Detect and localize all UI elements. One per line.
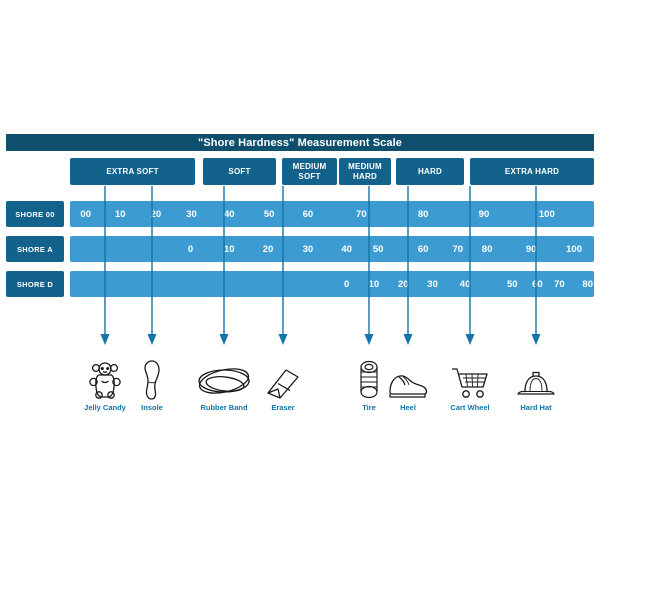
category-label: EXTRA HARD — [504, 166, 560, 176]
item-label: Jelly Candy — [84, 403, 126, 412]
tick-value: 100 — [538, 208, 555, 220]
category-label-line1: MEDIUM — [292, 162, 327, 172]
item-eraser — [247, 358, 319, 412]
tick-value: 20 — [262, 243, 274, 255]
category-label-line2: HARD — [353, 171, 377, 181]
category-hard — [396, 158, 464, 185]
tick-value: 80 — [481, 243, 493, 255]
category-label: HARD — [418, 166, 442, 176]
chart-title: "Shore Hardness" Measurement Scale — [6, 134, 594, 151]
item-label: Tire — [362, 403, 376, 412]
category-extra-soft — [70, 158, 195, 185]
tick-value: 0 — [187, 243, 194, 255]
row-label-shore-d: SHORE D — [6, 271, 64, 297]
tick-value: 10 — [115, 208, 126, 220]
tick-value: 100 — [566, 243, 583, 255]
tick-value: 60 — [302, 208, 314, 220]
category-label-line1: MEDIUM — [348, 162, 382, 172]
category-extra-hard — [470, 158, 594, 185]
tick-value: 60 — [532, 278, 543, 290]
item-hard-hat — [500, 358, 572, 412]
tick-value: 10 — [368, 278, 380, 290]
tick-value: 80 — [582, 278, 593, 290]
row-label-shore-00: SHORE 00 — [6, 201, 64, 227]
tick-value: 50 — [506, 278, 518, 290]
tick-value: 40 — [341, 243, 352, 255]
item-insole — [116, 358, 188, 412]
tick-value: 100 — [635, 278, 651, 290]
tick-value: 20 — [397, 278, 409, 290]
tick-value: 90 — [478, 208, 490, 220]
scale-bar-shore-00 — [70, 201, 594, 227]
tick-value: 10 — [223, 243, 235, 255]
eraser-icon — [247, 358, 319, 400]
tick-value: 60 — [417, 243, 429, 255]
tick-value: 40 — [223, 208, 235, 220]
item-label: Rubber Band — [200, 403, 248, 412]
category-label: SOFT — [228, 166, 251, 176]
category-medium-hard — [339, 158, 391, 185]
tick-value: 70 — [452, 243, 464, 255]
tick-value: 20 — [150, 208, 162, 220]
tick-value: 30 — [186, 208, 197, 220]
tick-value: 00 — [80, 208, 92, 220]
item-label: Hard Hat — [520, 403, 552, 412]
tick-value: 30 — [427, 278, 438, 290]
tick-value: 40 — [459, 278, 471, 290]
tick-value: 70 — [356, 208, 367, 220]
category-medium-soft — [282, 158, 337, 185]
scale-bar-shore-a — [70, 236, 594, 262]
tick-value: 50 — [263, 208, 275, 220]
item-label: Heel — [400, 403, 416, 412]
item-label: Eraser — [271, 403, 295, 412]
category-soft — [203, 158, 276, 185]
cart-wheel-icon — [434, 358, 506, 400]
tick-value: 50 — [372, 243, 384, 255]
category-label-line2: SOFT — [298, 171, 321, 181]
tick-value: 70 — [554, 278, 565, 290]
category-label: EXTRA SOFT — [106, 166, 159, 176]
item-label: Insole — [141, 403, 163, 412]
tick-value: 0 — [344, 278, 350, 290]
tick-value: 30 — [302, 243, 314, 255]
item-cart-wheel — [434, 358, 506, 412]
scale-bar-shore-d — [70, 271, 651, 297]
row-label-shore-a: SHORE A — [6, 236, 64, 262]
insole-icon — [116, 358, 188, 400]
tick-value: 90 — [525, 243, 537, 255]
item-label: Cart Wheel — [450, 403, 490, 412]
tick-value: 90 — [609, 278, 621, 290]
hard-hat-icon — [500, 358, 572, 400]
tick-value: 80 — [417, 208, 429, 220]
